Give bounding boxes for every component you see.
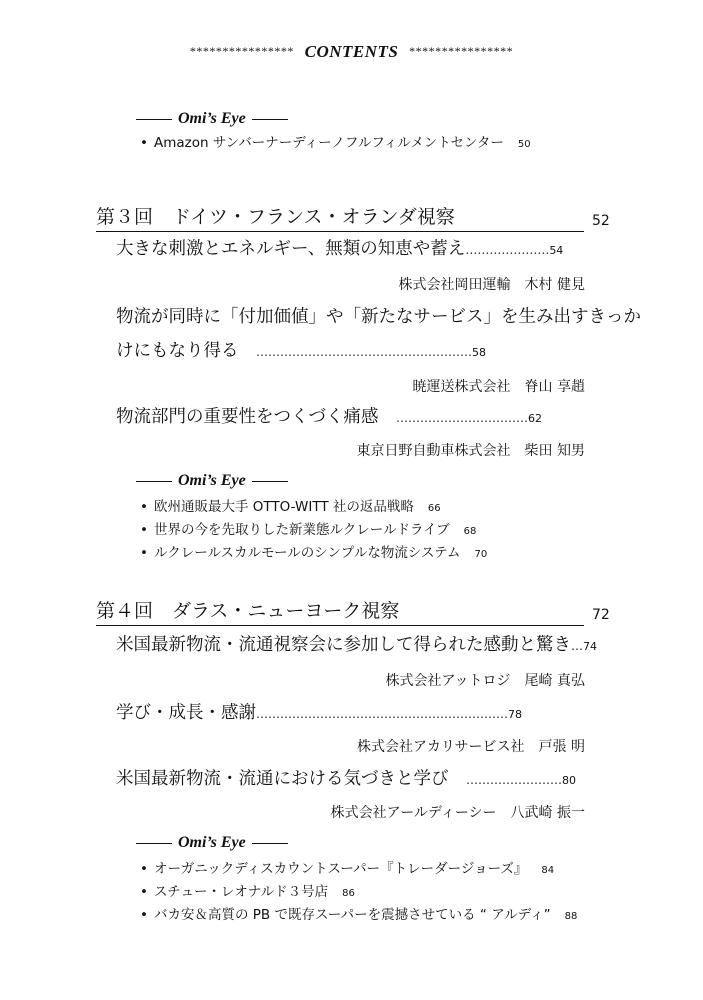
page-number: 88 xyxy=(564,911,578,922)
toc-entry[interactable] xyxy=(116,304,641,330)
entry-title: 大きな刺激とエネルギー、無類の知恵や蓄え xyxy=(116,239,466,259)
chapter-label: 第３回 ドイツ・フランス・オランダ視察 xyxy=(96,202,584,232)
list-item[interactable]: • 世界の今を先取りした新業態ルクレールドライブ 68 xyxy=(140,522,477,538)
rule-left xyxy=(136,119,172,120)
entry-author: 株式会社アカリサービス社 戸張 明 xyxy=(356,739,585,755)
page-number: 72 xyxy=(592,607,610,623)
omis-eye-title: Omi’s Eye xyxy=(178,110,246,127)
entry-title: 物流が同時に「付加価値」や「新たなサービス」を生み出すきっか xyxy=(116,307,641,327)
list-item[interactable]: • 欧州通販最大手 OTTO-WITT 社の返品戦略 66 xyxy=(140,499,441,515)
header-stars-right: **************** xyxy=(409,44,514,58)
list-item[interactable]: • ルクレールスカルモールのシンプルな物流システム 70 xyxy=(140,545,488,561)
entry-title: 学び・成長・感謝 xyxy=(116,703,256,723)
toc-entry[interactable]: 米国最新物流・流通における気づきと学び ……………………80 xyxy=(116,769,576,789)
chapter-3-entry[interactable] xyxy=(96,206,610,232)
page-number: 70 xyxy=(474,549,488,560)
page-number: 52 xyxy=(592,213,610,229)
page-number: 74 xyxy=(583,640,597,653)
entry-title: けにもなり得る xyxy=(116,341,239,361)
omis-eye-list xyxy=(140,132,531,155)
omis-eye-title: Omi’s Eye xyxy=(178,472,246,489)
omis-eye-list xyxy=(140,858,577,927)
page-number: 58 xyxy=(472,346,486,359)
toc-entry[interactable]: 大きな刺激とエネルギー、無類の知恵や蓄え…………………54 xyxy=(116,239,564,259)
rule-right xyxy=(252,481,288,482)
omis-eye-title: Omi’s Eye xyxy=(178,834,246,851)
entry-author: 株式会社岡田運輸 木村 健見 xyxy=(398,277,585,293)
toc-entry[interactable]: 学び・成長・感謝………………………………………………………78 xyxy=(116,703,522,723)
page-number: 62 xyxy=(528,412,542,425)
list-item[interactable]: • オーガニックディスカウントスーパー『トレーダージョーズ』 84 xyxy=(140,861,555,877)
page-number: 86 xyxy=(342,888,355,899)
entry-author: 株式会社アールディーシー 八武崎 振一 xyxy=(330,805,585,821)
rule-right xyxy=(252,119,288,120)
omis-eye-list xyxy=(140,496,487,565)
page-number: 66 xyxy=(427,503,441,514)
toc-entry-continued[interactable]: けにもなり得る ………………………………………………58 xyxy=(116,341,486,361)
omis-eye-heading xyxy=(136,110,288,128)
rule-left xyxy=(136,481,172,482)
page-number: 78 xyxy=(508,708,522,721)
page-title: CONTENTS xyxy=(304,42,399,61)
entry-title: 米国最新物流・流通視察会に参加して得られた感動と驚き xyxy=(116,635,571,655)
page-number: 68 xyxy=(463,526,477,537)
chapter-4-entry[interactable] xyxy=(96,600,610,626)
toc-entry[interactable]: 物流部門の重要性をつくづく痛感 ……………………………62 xyxy=(116,407,542,427)
toc-entry[interactable]: 米国最新物流・流通視察会に参加して得られた感動と驚き…74 xyxy=(116,635,597,655)
list-item[interactable]: • スチュー・レオナルド３号店 86 xyxy=(140,884,355,900)
chapter-label: 第４回 ダラス・ニューヨーク視察 xyxy=(96,596,584,626)
page-number: 84 xyxy=(541,865,555,876)
entry-title: 物流部門の重要性をつくづく痛感 xyxy=(116,407,379,427)
entry-author: 暁運送株式会社 脊山 享趙 xyxy=(412,379,585,395)
list-item[interactable]: • バカ安＆高質の PB で既存スーパーを震撼させている “ アルディ” 88 xyxy=(140,907,578,923)
omis-eye-heading xyxy=(136,472,288,490)
page-number: 54 xyxy=(549,244,564,257)
contents-header xyxy=(0,42,703,62)
page-number: 50 xyxy=(517,139,531,150)
entry-author: 東京日野自動車株式会社 柴田 知男 xyxy=(356,443,585,459)
omis-eye-heading xyxy=(136,834,288,852)
header-stars-left: **************** xyxy=(189,44,294,58)
list-item[interactable]: • Amazon サンバーナーディーノフルフィルメントセンター 50 xyxy=(140,135,531,151)
rule-left xyxy=(136,843,172,844)
entry-title: 米国最新物流・流通における気づきと学び xyxy=(116,769,449,789)
page-number: 80 xyxy=(562,774,576,787)
rule-right xyxy=(252,843,288,844)
entry-author: 株式会社アットロジ 尾崎 真弘 xyxy=(385,673,585,689)
